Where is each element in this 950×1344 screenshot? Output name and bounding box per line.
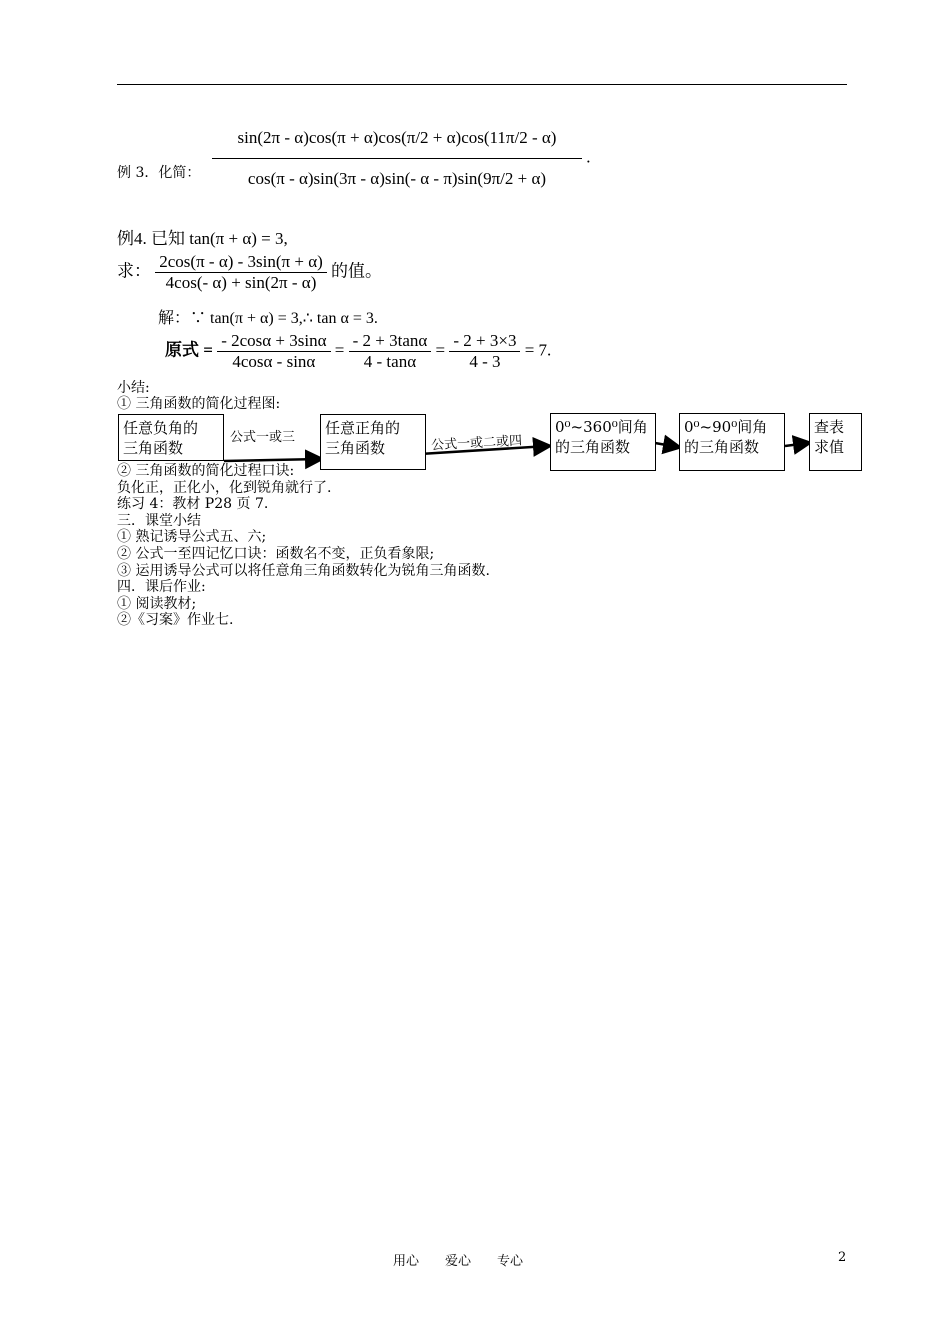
homework-item1: ① 阅读教材; [117, 596, 197, 612]
example4-label: 例4. 已知 [117, 229, 185, 248]
example4-ask-suffix: 的值。 [331, 261, 383, 281]
flow-box-lookup [809, 413, 862, 471]
class-summary-item3: ③ 运用诱导公式可以将任意角三角函数转化为锐角三角函数. [117, 563, 490, 579]
result-f2-numerator: - 2 + 3tanα [352, 331, 428, 350]
flow-box3-line2: 的三角函数 [555, 438, 631, 456]
example4-ask-prefix: 求： [117, 261, 151, 281]
flow-box2-line1: 任意正角的 [325, 419, 401, 437]
flow-box-positive-angle [320, 414, 426, 470]
summary-item1: ① 三角函数的简化过程图: [117, 396, 281, 412]
summary-exercise: 练习 4：教材 P28 页 7. [117, 496, 269, 512]
summary-heading: 小结: [117, 380, 150, 396]
result-f2-denominator: 4 - tanα [349, 351, 432, 372]
example4-ask-numerator: 2cos(π - α) - 3sin(π + α) [159, 252, 323, 271]
homework-item2: ②《习案》作业七. [117, 612, 234, 628]
example4-ask-denominator: 4cos(- α) + sin(2π - α) [155, 272, 327, 293]
example3-label: 例 3．化简： [117, 165, 201, 181]
flow-box5-line2: 求值 [814, 438, 845, 456]
class-summary-heading: 三．课堂小结 [117, 513, 201, 529]
homework-heading: 四．课后作业: [117, 579, 206, 595]
page-number: 2 [838, 1250, 847, 1265]
flow-box2-line2: 三角函数 [325, 439, 386, 457]
example4-result: 原式 = $\frac{- 2\cos\alpha + 3\sin\alpha}{4\cos\alpha - \sin\alpha}$ = $\frac{- 2 + 3\tan\alpha}{4 - \tan\alpha}$ = $\frac{- 2 + 3\times 3}{4 - 3}$ = 7. [165, 331, 552, 371]
flow-arrow2-label: 公式一或二或四 [430, 433, 523, 454]
example3-denominator: cos(π - α)sin(3π - α)sin(- α - π)sin(9π/2 + α) [212, 158, 582, 189]
footer-motto: 用心 爱心 专心 [393, 1254, 524, 1269]
result-final: = 7. [524, 340, 552, 360]
result-f1-numerator: - 2cosα + 3sinα [221, 331, 327, 350]
class-summary-item1: ① 熟记诱导公式五、六; [117, 529, 267, 545]
result-label: 原式 = [165, 340, 213, 360]
arrow-3 [655, 443, 678, 447]
flow-box4-line2: 的三角函数 [684, 438, 760, 456]
example3-numerator: sin(2π - α)cos(π + α)cos(π/2 + α)cos(11π/2 - α) [237, 128, 557, 147]
result-f3-numerator: - 2 + 3×3 [453, 331, 517, 350]
flow-box3-line1: 0⁰~360⁰间角 [555, 418, 648, 436]
summary-rhyme: 负化正，正化小，化到锐角就行了. [117, 480, 332, 496]
flow-box-0-90 [679, 413, 785, 471]
arrow-1 [224, 459, 320, 461]
example3-period: . [586, 147, 591, 167]
example4-solution: 解：∵ tan(π + α) = 3,∴ tan α = 3. [158, 310, 378, 327]
example4-given: tan(π + α) = 3, [189, 229, 288, 248]
flow-box-0-360 [550, 413, 656, 471]
summary-item2: ② 三角函数的简化过程口诀: [117, 463, 295, 479]
flow-box1-line1: 任意负角的 [123, 419, 199, 437]
result-f1-denominator: 4cosα - sinα [217, 351, 330, 372]
class-summary-item2: ② 公式一至四记忆口诀：函数名不变，正负看象限; [117, 546, 435, 562]
result-f3-denominator: 4 - 3 [449, 351, 520, 372]
flow-box-negative-angle [118, 414, 224, 461]
flow-arrow1-label: 公式一或三 [230, 430, 296, 445]
flow-box1-line2: 三角函数 [123, 439, 184, 457]
arrow-4 [785, 443, 808, 446]
flow-box4-line1: 0⁰~90⁰间角 [684, 418, 768, 436]
flow-box5-line1: 查表 [814, 418, 845, 436]
